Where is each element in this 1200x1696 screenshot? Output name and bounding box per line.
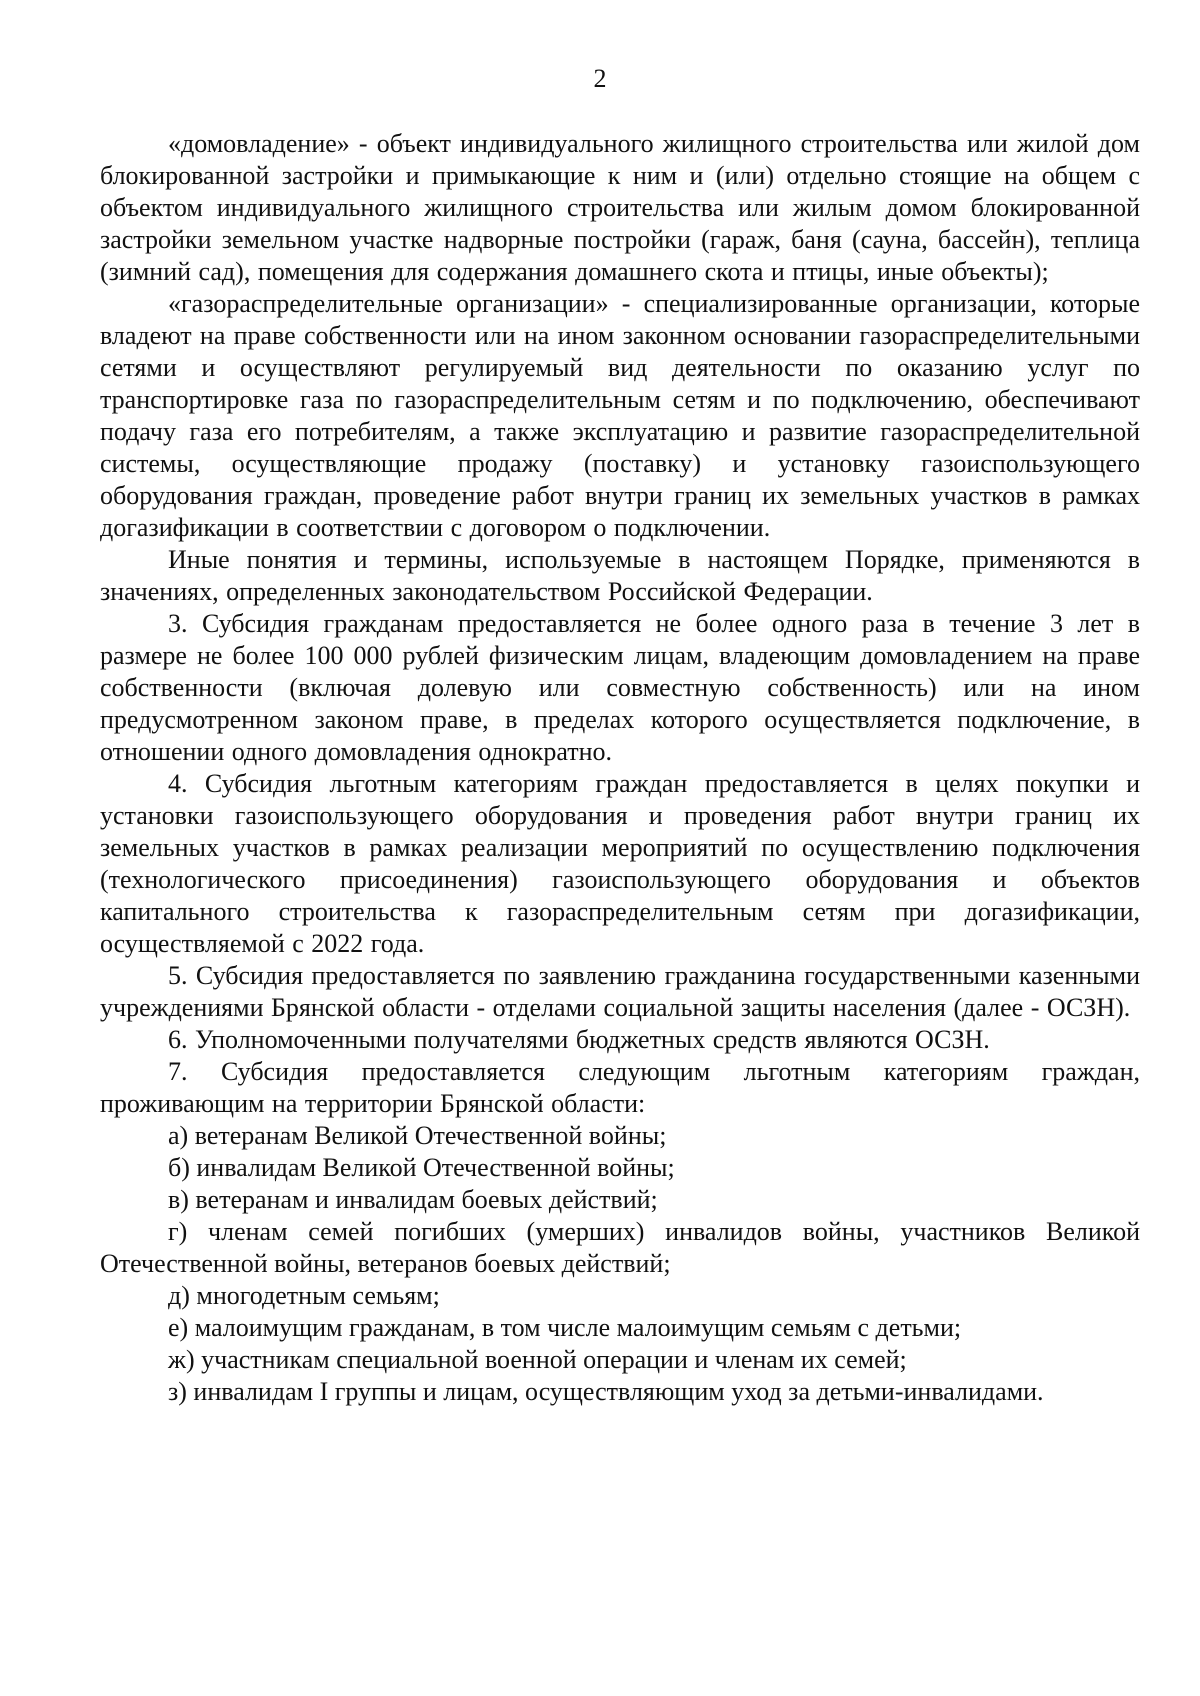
list-item-d: д) многодетным семьям; bbox=[168, 1281, 440, 1310]
paragraph-definition-household: «домовладение» - объект индивидуального жилищного строительства или жилой дом блокированной застройки и примыкающие к ним и (или) отдельно стоящие на общем с объектом индивидуального жилищного строительства или жилым домом блокированной застройки земельном участке надворные постройки (гараж, баня (сауна, бассейн), теплица (зимний сад), помещения для содержания домашнего скота и птицы, иные объекты); bbox=[100, 129, 1140, 286]
list-item-e: е) малоимущим гражданам, в том числе малоимущим семьям с детьми; bbox=[168, 1313, 962, 1342]
paragraph-clause-7: 7. Субсидия предоставляется следующим льготным категориям граждан, проживающим на территории Брянской области: bbox=[100, 1057, 1140, 1118]
list-item-g: г) членам семей погибших (умерших) инвалидов войны, участников Великой Отечественной войны, ветеранов боевых действий; bbox=[100, 1217, 1140, 1278]
paragraph-clause-5: 5. Субсидия предоставляется по заявлению гражданина государственными казенными учреждениями Брянской области - отделами социальной защиты населения (далее - ОСЗН). bbox=[100, 961, 1140, 1022]
paragraph-other-terms: Иные понятия и термины, используемые в настоящем Порядке, применяются в значениях, определенных законодательством Российской Федерации. bbox=[100, 545, 1140, 606]
list-item-b: б) инвалидам Великой Отечественной войны; bbox=[168, 1153, 675, 1182]
paragraph-definition-gas-organizations: «газораспределительные организации» - специализированные организации, которые владеют на праве собственности или на ином законном основании газораспределительными сетями и осуществляют регулируемый вид деятельности по оказанию услуг по транспортировке газа по газораспределительным сетям и по подключению, обеспечивают подачу газа его потребителям, а также эксплуатацию и развитие газораспределительной системы, осуществляющие продажу (поставку) и установку газоиспользующего оборудования граждан, проведение работ внутри границ их земельных участков в рамках догазификации в соответствии с договором о подключении. bbox=[100, 289, 1140, 542]
paragraph-clause-3: 3. Субсидия гражданам предоставляется не более одного раза в течение 3 лет в размере не более 100 000 рублей физическим лицам, владеющим домовладением на праве собственности (включая долевую или совместную собственность) или на ином предусмотренном законом праве, в пределах которого осуществляется подключение, в отношении одного домовладения однократно. bbox=[100, 609, 1140, 766]
list-item-z: з) инвалидам I группы и лицам, осуществляющим уход за детьми-инвалидами. bbox=[168, 1377, 1044, 1406]
paragraph-clause-4: 4. Субсидия льготным категориям граждан предоставляется в целях покупки и установки газоиспользующего оборудования и проведения работ внутри границ их земельных участков в рамках реализации мероприятий по осуществлению подключения (технологического присоединения) газоиспользующего оборудования и объектов капитального строительства к газораспределительным сетям при догазификации, осуществляемой с 2022 года. bbox=[100, 769, 1140, 958]
page-number: 2 bbox=[593, 64, 607, 93]
paragraph-clause-6: 6. Уполномоченными получателями бюджетных средств являются ОСЗН. bbox=[168, 1025, 990, 1054]
document-body bbox=[100, 128, 1140, 1408]
list-item-a: а) ветеранам Великой Отечественной войны; bbox=[168, 1121, 667, 1150]
list-item-v: в) ветеранам и инвалидам боевых действий; bbox=[168, 1185, 658, 1214]
list-item-zh: ж) участникам специальной военной операции и членам их семей; bbox=[168, 1345, 907, 1374]
